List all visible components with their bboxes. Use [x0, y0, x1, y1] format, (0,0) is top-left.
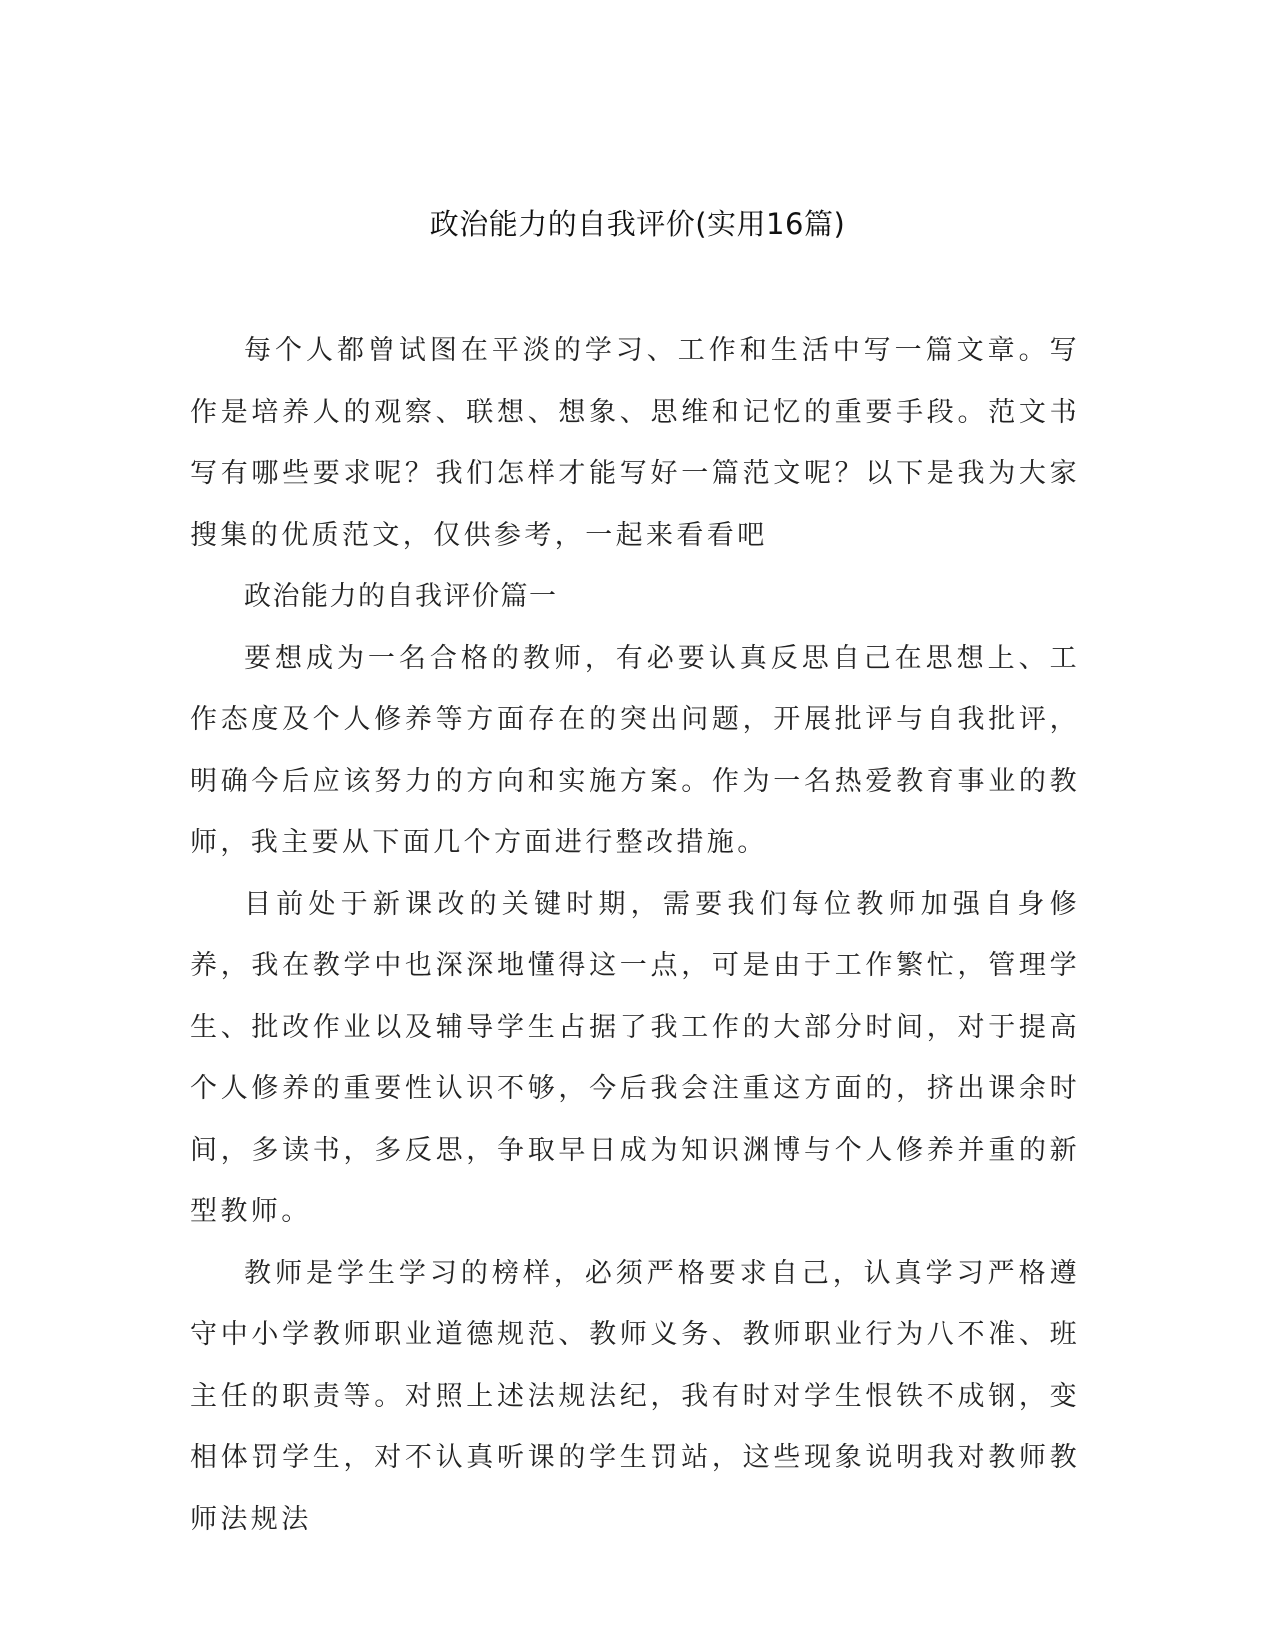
body-paragraph: 要想成为一名合格的教师，有必要认真反思自己在思想上、工作态度及个人修养等方面存在的突出问题，开展批评与自我批评，明确今后应该努力的方向和实施方案。作为一名热爱教育事业的教师，我主要从下面几个方面进行整改措施。	[190, 642, 1080, 858]
document-title: 政治能力的自我评价(实用16篇)	[429, 207, 846, 241]
intro-paragraph: 每个人都曾试图在平淡的学习、工作和生活中写一篇文章。写作是培养人的观察、联想、想象、思维和记忆的重要手段。范文书写有哪些要求呢？我们怎样才能写好一篇范文呢？以下是我为大家搜集的优质范文，仅供参考，一起来看看吧	[190, 335, 1080, 551]
body-paragraph: 教师是学生学习的榜样，必须严格要求自己，认真学习严格遵守中小学教师职业道德规范、教师义务、教师职业行为八不准、班主任的职责等。对照上述法规法纪，我有时对学生恨铁不成钢，变相体罚学生，对不认真听课的学生罚站，这些现象说明我对教师教师法规法	[190, 1257, 1080, 1535]
body-paragraph: 目前处于新课改的关键时期，需要我们每位教师加强自身修养，我在教学中也深深地懂得这一点，可是由于工作繁忙，管理学生、批改作业以及辅导学生占据了我工作的大部分时间，对于提高个人修养的重要性认识不够，今后我会注重这方面的，挤出课余时间，多读书，多反思，争取早日成为知识渊博与个人修养并重的新型教师。	[190, 888, 1080, 1227]
section-heading: 政治能力的自我评价篇一	[244, 581, 558, 612]
document-body	[190, 320, 1080, 1550]
